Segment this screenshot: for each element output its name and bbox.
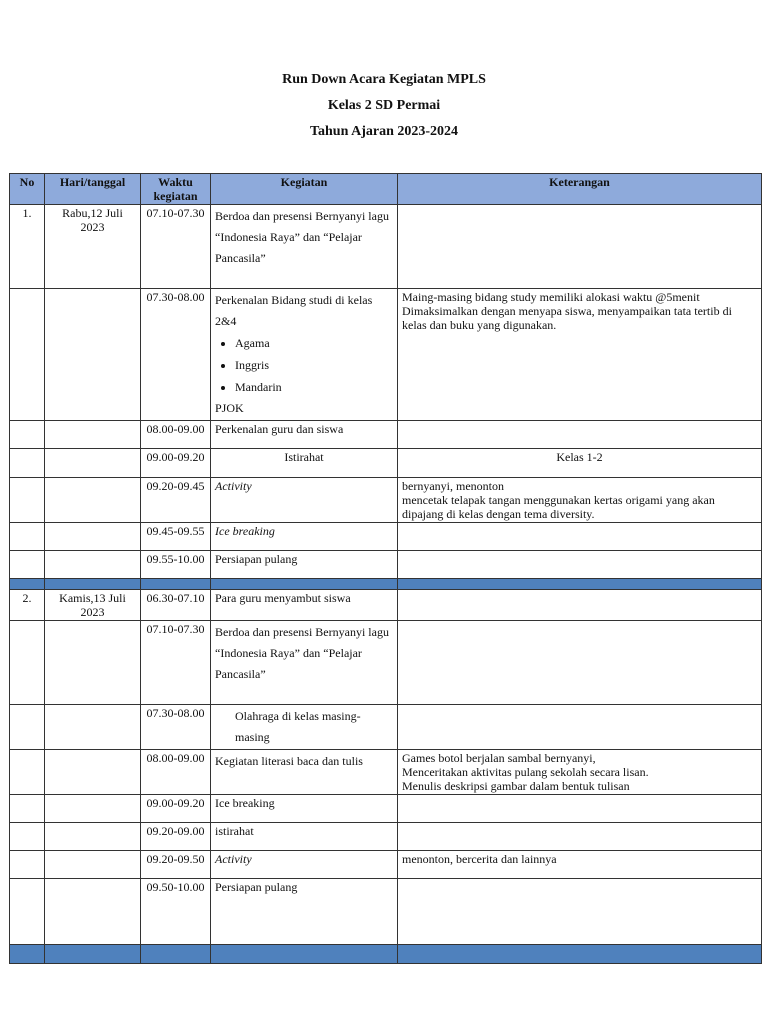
row-note: menonton, bercerita dan lainnya <box>398 851 762 879</box>
row-activity: Olahraga di kelas masing-masing <box>211 705 398 750</box>
row-note <box>398 421 762 449</box>
row-note <box>398 795 762 823</box>
list-item: • Inggris <box>235 354 393 376</box>
row-activity: Persiapan pulang <box>211 551 398 579</box>
row-activity: istirahat <box>211 823 398 851</box>
row-no: 2. <box>10 590 45 621</box>
table-row <box>10 851 762 879</box>
table-row <box>10 523 762 551</box>
row-time: 09.45-09.55 <box>141 523 211 551</box>
note-line: bernyanyi, menonton <box>402 479 504 493</box>
row-time: 07.30-08.00 <box>141 705 211 750</box>
header-time: Waktu kegiatan <box>141 174 211 205</box>
title-line-1: Run Down Acara Kegiatan MPLS <box>282 72 486 87</box>
table-row <box>10 705 762 750</box>
row-note <box>398 750 762 795</box>
row-activity: Berdoa dan presensi Bernyanyi lagu “Indonesia Raya” dan “Pelajar Pancasila” <box>211 621 398 705</box>
table-row <box>10 421 762 449</box>
row-activity: Ice breaking <box>211 523 398 551</box>
row-activity: Activity <box>211 478 398 523</box>
row-activity: Para guru menyambut siswa <box>211 590 398 621</box>
row-time: 09.20-09.50 <box>141 851 211 879</box>
subject-extra: PJOK <box>215 401 244 415</box>
title-line-3: Tahun Ajaran 2023-2024 <box>309 124 459 139</box>
row-time: 07.10-07.30 <box>141 205 211 289</box>
header-notes: Keterangan <box>398 174 762 205</box>
separator-row <box>10 945 762 964</box>
row-note: Kelas 1-2 <box>398 449 762 478</box>
row-activity: Persiapan pulang <box>211 879 398 945</box>
row-note <box>398 551 762 579</box>
separator-row <box>10 579 762 590</box>
list-item: • Mandarin <box>235 376 393 398</box>
table-row <box>10 879 762 945</box>
row-time: 08.00-09.00 <box>141 750 211 795</box>
title-line-2: Kelas 2 SD Permai <box>327 98 441 113</box>
note-line: Menulis deskripsi gambar dalam bentuk tulisan <box>402 779 630 793</box>
row-date: Kamis,13 Juli 2023 <box>45 590 141 621</box>
table-row <box>10 823 762 851</box>
table-row <box>10 795 762 823</box>
row-time: 07.30-08.00 <box>141 289 211 421</box>
note-line: Games botol berjalan sambal bernyanyi, <box>402 751 596 765</box>
row-activity: Berdoa dan presensi Bernyanyi lagu “Indonesia Raya” dan “Pelajar Pancasila” <box>211 205 398 289</box>
table-row <box>10 289 762 421</box>
note-line: mencetak telapak tangan menggunakan kertas origami yang akan dipajang di kelas dengan tema diversity. <box>402 493 715 521</box>
table-row <box>10 590 762 621</box>
row-note <box>398 879 762 945</box>
row-activity: Ice breaking <box>211 795 398 823</box>
document-title-block <box>0 72 768 150</box>
row-time: 09.55-10.00 <box>141 551 211 579</box>
row-note <box>398 205 762 289</box>
table-row <box>10 478 762 523</box>
row-activity: Activity <box>211 851 398 879</box>
row-time: 08.00-09.00 <box>141 421 211 449</box>
note-line: Maing-masing bidang study memiliki alokasi waktu @5menit <box>402 290 700 304</box>
row-time: 09.50-10.00 <box>141 879 211 945</box>
header-activity: Kegiatan <box>211 174 398 205</box>
activity-text: Perkenalan Bidang studi di kelas 2&4 <box>215 293 373 328</box>
table-row <box>10 205 762 289</box>
row-time: 09.20-09.00 <box>141 823 211 851</box>
row-note <box>398 590 762 621</box>
table-header-row <box>10 174 762 205</box>
row-note <box>398 478 762 523</box>
table-row <box>10 449 762 478</box>
note-line: Menceritakan aktivitas pulang sekolah secara lisan. <box>402 765 649 779</box>
table-row <box>10 621 762 705</box>
row-note <box>398 705 762 750</box>
row-date: Rabu,12 Juli 2023 <box>45 205 141 289</box>
row-note <box>398 523 762 551</box>
table-row <box>10 551 762 579</box>
row-activity <box>211 289 398 421</box>
note-line: Dimaksimalkan dengan menyapa siswa, menyampaikan tata tertib di kelas dan buku yang digunakan. <box>402 304 732 332</box>
row-note <box>398 823 762 851</box>
row-activity: Perkenalan guru dan siswa <box>211 421 398 449</box>
table-row <box>10 750 762 795</box>
list-item: • Agama <box>235 332 393 354</box>
header-date: Hari/tanggal <box>45 174 141 205</box>
subject-list <box>215 332 393 398</box>
row-note <box>398 289 762 421</box>
row-note <box>398 621 762 705</box>
row-time: 09.00-09.20 <box>141 795 211 823</box>
row-time: 09.20-09.45 <box>141 478 211 523</box>
row-no: 1. <box>10 205 45 289</box>
header-no: No <box>10 174 45 205</box>
row-time: 07.10-07.30 <box>141 621 211 705</box>
row-time: 06.30-07.10 <box>141 590 211 621</box>
row-activity: Istirahat <box>211 449 398 478</box>
row-time: 09.00-09.20 <box>141 449 211 478</box>
row-activity: Kegiatan literasi baca dan tulis <box>211 750 398 795</box>
rundown-table <box>9 173 762 964</box>
